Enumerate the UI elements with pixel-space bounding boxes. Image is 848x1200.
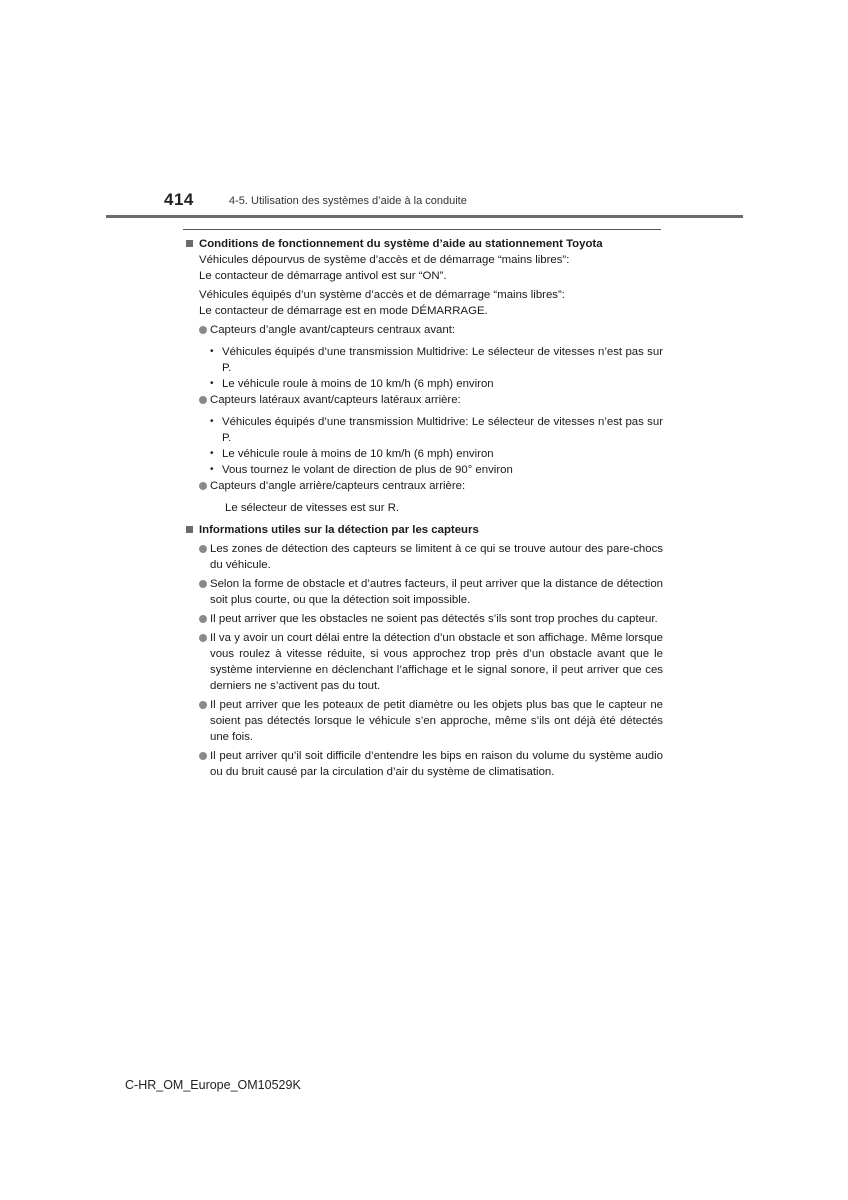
square-bullet-icon [186,240,193,247]
paragraph-line: Le contacteur de démarrage est en mode DÉMARRAGE. [199,305,488,317]
list-item-text: Selon la forme de obstacle et d’autres facteurs, il peut arriver que la distance de détection soit plus courte, ou que la détection soit impossible. [210,578,663,606]
sub-list-item [186,414,663,446]
circle-bullet-icon [199,752,207,760]
header-rule [106,215,743,218]
list-item-label: Capteurs d’angle avant/capteurs centraux avant: [210,324,456,336]
list-item-text: Il va y avoir un court délai entre la détection d’un obstacle et son affichage. Même lorsque vous roulez à vitesse réduite, si vous approchez trop près d’un obstacle avant que le système intervienne en déclenchant l’affichage et le signal sonore, il peut arriver que ces derniers ne s’activent pas du tout. [210,632,663,692]
circle-bullet-icon [199,580,207,588]
section-heading-text: Conditions de fonctionnement du système d’aide au stationnement Toyota [199,238,603,250]
sub-list-item [186,344,663,376]
list-item-label: Capteurs latéraux avant/capteurs latéraux arrière: [210,394,461,406]
paragraph-line: Véhicules dépourvus de système d’accès et de démarrage “mains libres”: [199,254,570,266]
sub-list-item-text: Vous tournez le volant de direction de plus de 90° environ [222,464,513,476]
chapter-title: 4-5. Utilisation des systèmes d’aide à la conduite [229,195,467,207]
sub-list-item [186,446,663,462]
dot-bullet-icon: • [210,448,214,459]
sub-list-item [186,376,663,392]
sub-list-item-text: Véhicules équipés d’une transmission Multidrive: Le sélecteur de vitesses n’est pas sur P. [222,416,663,444]
circle-bullet-icon [199,326,207,334]
circle-bullet-icon [199,615,207,623]
sub-list-item-text: Véhicules équipés d’une transmission Multidrive: Le sélecteur de vitesses n’est pas sur P. [222,346,663,374]
sub-list-item [186,462,663,478]
list-item-label: Capteurs d’angle arrière/capteurs centraux arrière: [210,480,466,492]
list-item-text: Il peut arriver que les poteaux de petit diamètre ou les objets plus bas que le capteur ne soient pas détectés lorsque le véhicule s’en approche, même s’ils ont déjà été détectés une fois. [210,699,663,743]
paragraph-no-smart-key [186,252,663,284]
dot-bullet-icon: • [210,346,214,357]
circle-bullet-icon [199,701,207,709]
list-item [186,576,663,608]
list-item [186,478,663,494]
square-bullet-icon [186,526,193,533]
circle-bullet-icon [199,482,207,490]
paragraph-line: Le contacteur de démarrage antivol est sur “ON”. [199,270,447,282]
list-item-text: Il peut arriver qu’il soit difficile d’entendre les bips en raison du volume du système audio ou du bruit causé par la circulation d’air du système de climatisation. [210,750,663,778]
list-item-note: Le sélecteur de vitesses est sur R. [225,502,400,514]
circle-bullet-icon [199,396,207,404]
circle-bullet-icon [199,545,207,553]
list-item [186,748,663,780]
section-top-rule [183,229,661,230]
circle-bullet-icon [199,634,207,642]
page-number: 414 [164,190,194,209]
section-heading-conditions [186,236,663,252]
page-content [186,236,663,780]
dot-bullet-icon: • [210,378,214,389]
paragraph-line: Véhicules équipés d’un système d’accès et de démarrage “mains libres”: [199,289,565,301]
section-heading-detection-info [186,522,663,538]
list-item [186,392,663,408]
document-code: C-HR_OM_Europe_OM10529K [125,1078,301,1092]
dot-bullet-icon: • [210,416,214,427]
dot-bullet-icon: • [210,464,214,475]
list-item [186,697,663,745]
sub-list-item-text: Le véhicule roule à moins de 10 km/h (6 mph) environ [222,378,494,390]
list-item-text: Il peut arriver que les obstacles ne soient pas détectés s’ils sont trop proches du capteur. [210,613,658,625]
sub-list-item-text: Le véhicule roule à moins de 10 km/h (6 mph) environ [222,448,494,460]
section-heading-text: Informations utiles sur la détection par les capteurs [199,524,479,536]
list-item [186,611,663,627]
page-header [0,0,848,220]
list-item-text: Les zones de détection des capteurs se limitent à ce qui se trouve autour des pare-chocs du véhicule. [210,543,663,571]
list-item [186,541,663,573]
paragraph-smart-key [186,287,663,319]
list-item [186,630,663,694]
list-item [186,322,663,338]
